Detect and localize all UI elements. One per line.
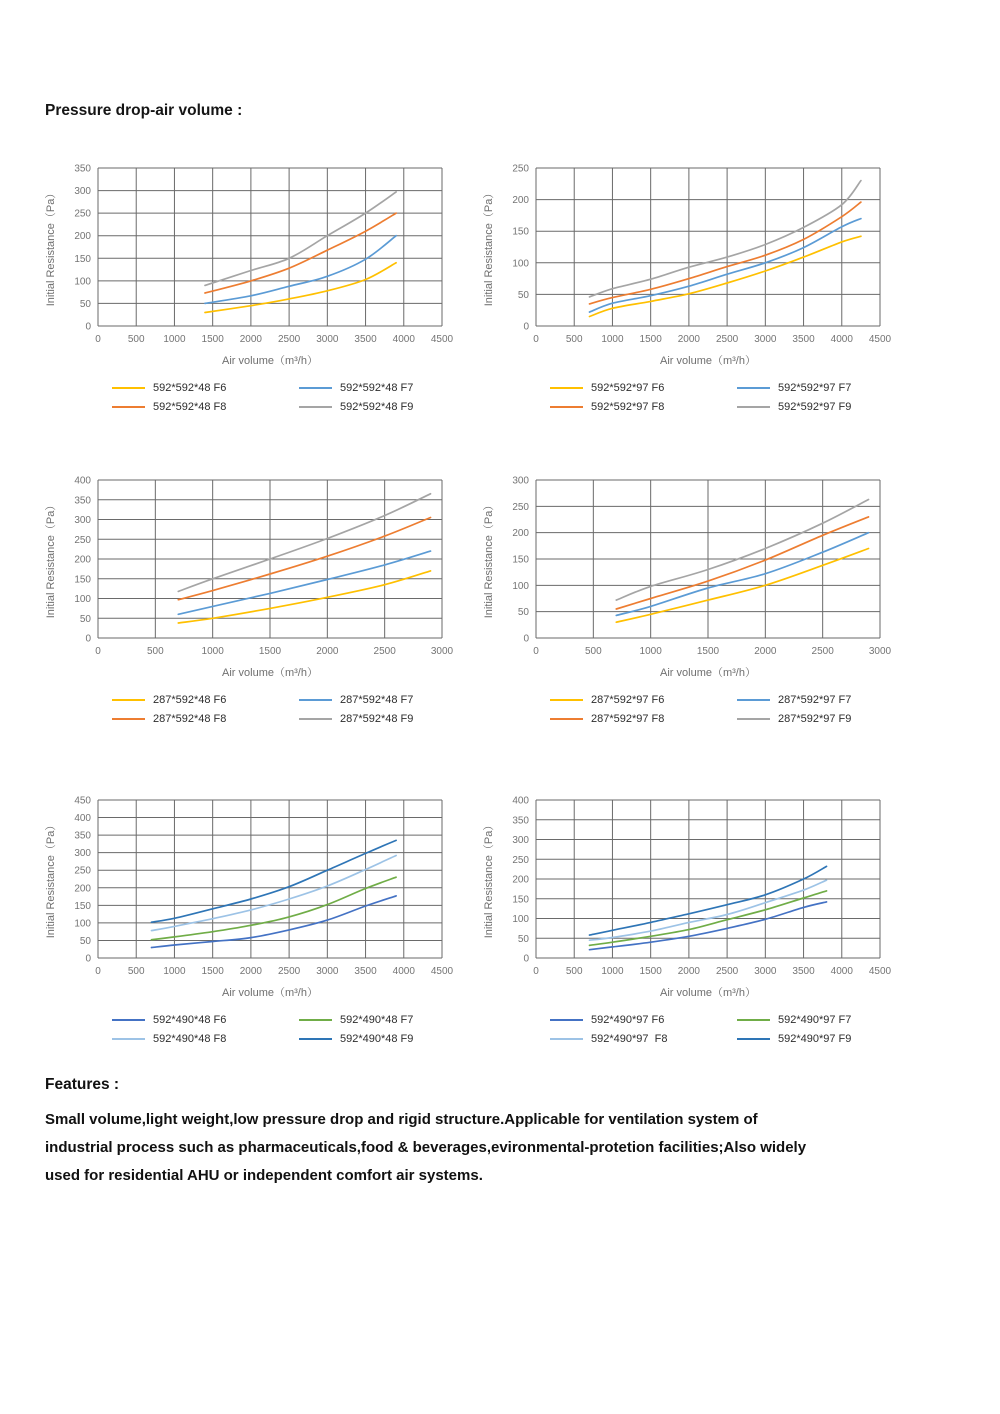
legend-swatch: [550, 699, 583, 701]
series-line: [152, 856, 397, 931]
legend-swatch: [299, 387, 332, 389]
x-tick-label: 2000: [239, 966, 263, 977]
y-tick-label: 0: [523, 321, 529, 333]
legend-swatch: [737, 699, 770, 701]
x-tick-label: 2000: [677, 334, 701, 345]
chart-legend: [550, 382, 918, 413]
legend-swatch: [112, 406, 145, 408]
legend-label: 287*592*97 F6: [591, 694, 665, 706]
x-tick-label: 1000: [201, 646, 224, 657]
legend-swatch: [112, 1038, 145, 1040]
legend-item: [550, 694, 737, 706]
y-tick-label: 100: [74, 918, 91, 930]
legend-label: 287*592*48 F9: [340, 713, 414, 725]
x-tick-label: 1000: [601, 966, 624, 977]
y-tick-label: 200: [74, 883, 91, 895]
y-tick-label: 300: [512, 835, 529, 846]
x-tick-label: 2000: [754, 646, 777, 657]
chart-canvas: [40, 160, 480, 374]
legend-item: [550, 401, 737, 413]
legend-swatch: [299, 699, 332, 701]
legend-item: [112, 713, 299, 725]
x-tick-label: 2500: [811, 646, 834, 657]
x-tick-label: 4500: [430, 334, 454, 345]
legend-item: [299, 694, 486, 706]
series-line: [590, 880, 827, 940]
y-axis-title: Initial Resistance（Pa）: [45, 187, 57, 307]
x-tick-label: 500: [127, 334, 145, 345]
line-chart: [478, 472, 918, 686]
x-tick-label: 3000: [868, 646, 892, 657]
legend-label: 592*592*48 F7: [340, 382, 414, 394]
y-tick-label: 150: [74, 574, 91, 586]
series-line: [205, 263, 396, 313]
y-tick-label: 250: [512, 501, 529, 513]
y-tick-label: 250: [74, 534, 91, 546]
chart-canvas: [478, 160, 918, 374]
chart-592x592x97: [478, 160, 918, 413]
legend-swatch: [737, 406, 770, 408]
legend-swatch: [550, 387, 583, 389]
x-tick-label: 0: [95, 646, 101, 657]
y-tick-label: 300: [74, 186, 91, 198]
legend-swatch: [737, 1019, 770, 1021]
x-tick-label: 4500: [868, 966, 892, 977]
series-line: [590, 219, 861, 313]
x-tick-label: 500: [584, 646, 602, 657]
legend-item: [737, 401, 924, 413]
x-tick-label: 3500: [354, 966, 377, 977]
x-tick-label: 1500: [201, 966, 224, 977]
x-tick-label: 1500: [258, 646, 282, 657]
y-tick-label: 0: [85, 321, 91, 333]
legend-label: 592*592*97 F9: [778, 401, 852, 413]
x-axis-title: Air volume（m³/h）: [660, 987, 756, 999]
legend-item: [299, 401, 486, 413]
x-tick-label: 1500: [696, 646, 720, 657]
y-tick-label: 300: [74, 848, 91, 860]
y-axis-title: Initial Resistance（Pa）: [45, 819, 57, 939]
y-tick-label: 400: [512, 795, 529, 807]
chart-legend: [112, 382, 480, 413]
legend-label: 592*490*48 F7: [340, 1014, 414, 1026]
legend-label: 287*592*48 F7: [340, 694, 414, 706]
legend-label: 592*592*48 F8: [153, 401, 227, 413]
chart-legend: [112, 694, 480, 725]
x-tick-label: 0: [533, 334, 539, 345]
line-chart: [478, 160, 918, 374]
y-tick-label: 450: [74, 795, 91, 807]
x-axis-title: Air volume（m³/h）: [222, 667, 318, 679]
legend-label: 287*592*48 F8: [153, 713, 227, 725]
y-tick-label: 150: [512, 226, 529, 238]
legend-swatch: [112, 699, 145, 701]
legend-item: [550, 713, 737, 725]
x-tick-label: 0: [95, 966, 101, 977]
x-tick-label: 1000: [639, 646, 662, 657]
legend-label: 287*592*97 F8: [591, 713, 665, 725]
x-tick-label: 3000: [754, 966, 777, 977]
legend-swatch: [112, 1019, 145, 1021]
y-axis-title: Initial Resistance（Pa）: [483, 499, 495, 619]
legend-item: [112, 401, 299, 413]
legend-item: [737, 713, 924, 725]
legend-swatch: [737, 387, 770, 389]
legend-item: [299, 713, 486, 725]
x-axis-title: Air volume（m³/h）: [660, 667, 756, 679]
y-tick-label: 50: [517, 289, 529, 301]
legend-label: 287*592*97 F9: [778, 713, 852, 725]
y-tick-label: 350: [74, 495, 91, 507]
legend-swatch: [299, 1019, 332, 1021]
x-tick-label: 1000: [163, 966, 186, 977]
legend-label: 287*592*97 F7: [778, 694, 852, 706]
chart-592x592x48: [40, 160, 480, 413]
line-chart: [40, 792, 480, 1006]
y-tick-label: 250: [74, 865, 91, 877]
line-chart: [478, 792, 918, 1006]
x-tick-label: 1500: [639, 334, 662, 345]
legend-label: 592*592*97 F6: [591, 382, 665, 394]
y-tick-label: 100: [512, 580, 529, 592]
series-line: [590, 236, 861, 316]
chart-canvas: [40, 472, 480, 686]
y-tick-label: 100: [512, 914, 529, 925]
legend-swatch: [299, 718, 332, 720]
legend-label: 592*490*97 F9: [778, 1033, 852, 1045]
x-tick-label: 1000: [601, 334, 624, 345]
x-tick-label: 2000: [316, 646, 339, 657]
y-tick-label: 50: [517, 607, 529, 619]
series-line: [590, 202, 861, 304]
x-tick-label: 3500: [792, 334, 815, 345]
chart-canvas: [40, 792, 480, 1006]
x-tick-label: 4000: [392, 334, 415, 345]
x-tick-label: 2500: [373, 646, 396, 657]
chart-592x490x97: [478, 792, 918, 1045]
y-tick-label: 400: [74, 475, 91, 487]
legend-label: 592*490*48 F6: [153, 1014, 227, 1026]
legend-swatch: [112, 718, 145, 720]
chart-canvas: [478, 472, 918, 686]
legend-item: [299, 1033, 486, 1045]
x-tick-label: 2500: [715, 334, 739, 345]
y-tick-label: 200: [74, 554, 91, 566]
legend-item: [112, 694, 299, 706]
y-tick-label: 250: [512, 163, 529, 175]
legend-item: [737, 694, 924, 706]
x-tick-label: 2500: [277, 334, 301, 345]
legend-item: [550, 1014, 737, 1026]
x-tick-label: 3500: [792, 966, 815, 977]
x-tick-label: 4000: [830, 966, 853, 977]
features-body: Small volume,light weight,low pressure drop and rigid structure.Applicable for ventilation system of industrial process such as pharmaceuticals,food & beverages,evironmental-protetion facilities;Also widely used for residential AHU or independent comfort air systems.: [45, 1111, 807, 1184]
legend-label: 287*592*48 F6: [153, 694, 227, 706]
y-tick-label: 200: [74, 231, 91, 243]
legend-swatch: [737, 1038, 770, 1040]
line-chart: [40, 160, 480, 374]
x-tick-label: 500: [565, 334, 583, 345]
x-tick-label: 1000: [163, 334, 186, 345]
y-tick-label: 300: [512, 475, 529, 487]
y-tick-label: 150: [74, 900, 91, 912]
x-tick-label: 3000: [430, 646, 454, 657]
page-title: Pressure drop-air volume :: [45, 102, 243, 119]
features-heading: Features :: [45, 1076, 120, 1093]
legend-item: [550, 1033, 737, 1045]
y-tick-label: 100: [74, 594, 91, 605]
x-tick-label: 0: [533, 966, 539, 977]
x-tick-label: 1500: [201, 334, 224, 345]
y-tick-label: 350: [74, 830, 91, 842]
x-tick-label: 4000: [392, 966, 415, 977]
legend-item: [737, 1033, 924, 1045]
y-tick-label: 150: [512, 554, 529, 566]
legend-label: 592*490*97 F7: [778, 1014, 852, 1026]
y-tick-label: 350: [512, 815, 529, 827]
y-axis-title: Initial Resistance（Pa）: [483, 187, 495, 307]
y-axis-title: Initial Resistance（Pa）: [483, 819, 495, 939]
y-tick-label: 200: [512, 874, 529, 886]
x-tick-label: 500: [146, 646, 164, 657]
y-tick-label: 0: [523, 633, 529, 645]
chart-canvas: [478, 792, 918, 1006]
y-tick-label: 300: [74, 515, 91, 526]
x-tick-label: 4000: [830, 334, 853, 345]
y-tick-label: 150: [74, 253, 91, 265]
chart-287x592x48: [40, 472, 480, 725]
y-tick-label: 50: [79, 298, 91, 310]
legend-item: [112, 382, 299, 394]
y-tick-label: 350: [74, 163, 91, 175]
series-line: [616, 533, 868, 616]
legend-item: [299, 382, 486, 394]
x-tick-label: 4500: [430, 966, 454, 977]
legend-label: 592*592*48 F6: [153, 382, 227, 394]
y-tick-label: 400: [74, 813, 91, 825]
chart-287x592x97: [478, 472, 918, 725]
x-tick-label: 0: [533, 646, 539, 657]
y-tick-label: 50: [79, 613, 91, 625]
legend-label: 592*592*97 F7: [778, 382, 852, 394]
legend-swatch: [550, 718, 583, 720]
series-line: [178, 494, 430, 592]
y-tick-label: 150: [512, 894, 529, 906]
legend-swatch: [550, 1019, 583, 1021]
x-tick-label: 2000: [677, 966, 701, 977]
x-tick-label: 2500: [715, 966, 739, 977]
legend-swatch: [550, 406, 583, 408]
y-tick-label: 50: [517, 933, 529, 945]
y-tick-label: 100: [74, 276, 91, 288]
y-axis-title: Initial Resistance（Pa）: [45, 499, 57, 619]
chart-legend: [112, 1014, 480, 1045]
x-tick-label: 2500: [277, 966, 301, 977]
legend-swatch: [112, 387, 145, 389]
x-tick-label: 500: [127, 966, 145, 977]
x-tick-label: 3000: [754, 334, 777, 345]
legend-item: [112, 1033, 299, 1045]
legend-item: [299, 1014, 486, 1026]
x-tick-label: 3000: [316, 334, 339, 345]
legend-label: 592*490*48 F9: [340, 1033, 414, 1045]
x-tick-label: 3000: [316, 966, 339, 977]
legend-item: [737, 1014, 924, 1026]
legend-item: [737, 382, 924, 394]
series-line: [205, 192, 396, 286]
legend-item: [112, 1014, 299, 1026]
legend-label: 592*490*97 F6: [591, 1014, 665, 1026]
x-tick-label: 4500: [868, 334, 892, 345]
x-tick-label: 2000: [239, 334, 263, 345]
y-tick-label: 200: [512, 195, 529, 207]
y-tick-label: 250: [74, 208, 91, 220]
y-tick-label: 250: [512, 854, 529, 866]
x-axis-title: Air volume（m³/h）: [222, 355, 318, 367]
line-chart: [40, 472, 480, 686]
y-tick-label: 200: [512, 528, 529, 540]
x-tick-label: 1500: [639, 966, 662, 977]
legend-label: 592*490*97 F8: [591, 1033, 668, 1045]
legend-label: 592*592*48 F9: [340, 401, 414, 413]
y-tick-label: 50: [79, 935, 91, 947]
y-tick-label: 100: [512, 258, 529, 270]
x-axis-title: Air volume（m³/h）: [660, 355, 756, 367]
y-tick-label: 0: [523, 953, 529, 965]
legend-label: 592*592*97 F8: [591, 401, 665, 413]
legend-swatch: [299, 1038, 332, 1040]
series-line: [205, 236, 396, 304]
legend-item: [550, 382, 737, 394]
chart-legend: [550, 1014, 918, 1045]
legend-swatch: [737, 718, 770, 720]
legend-swatch: [299, 406, 332, 408]
y-tick-label: 0: [85, 633, 91, 645]
legend-label: 592*490*48 F8: [153, 1033, 227, 1045]
x-tick-label: 0: [95, 334, 101, 345]
chart-592x490x48: [40, 792, 480, 1045]
x-axis-title: Air volume（m³/h）: [222, 987, 318, 999]
x-tick-label: 3500: [354, 334, 377, 345]
chart-legend: [550, 694, 918, 725]
legend-swatch: [550, 1038, 583, 1040]
x-tick-label: 500: [565, 966, 583, 977]
y-tick-label: 0: [85, 953, 91, 965]
